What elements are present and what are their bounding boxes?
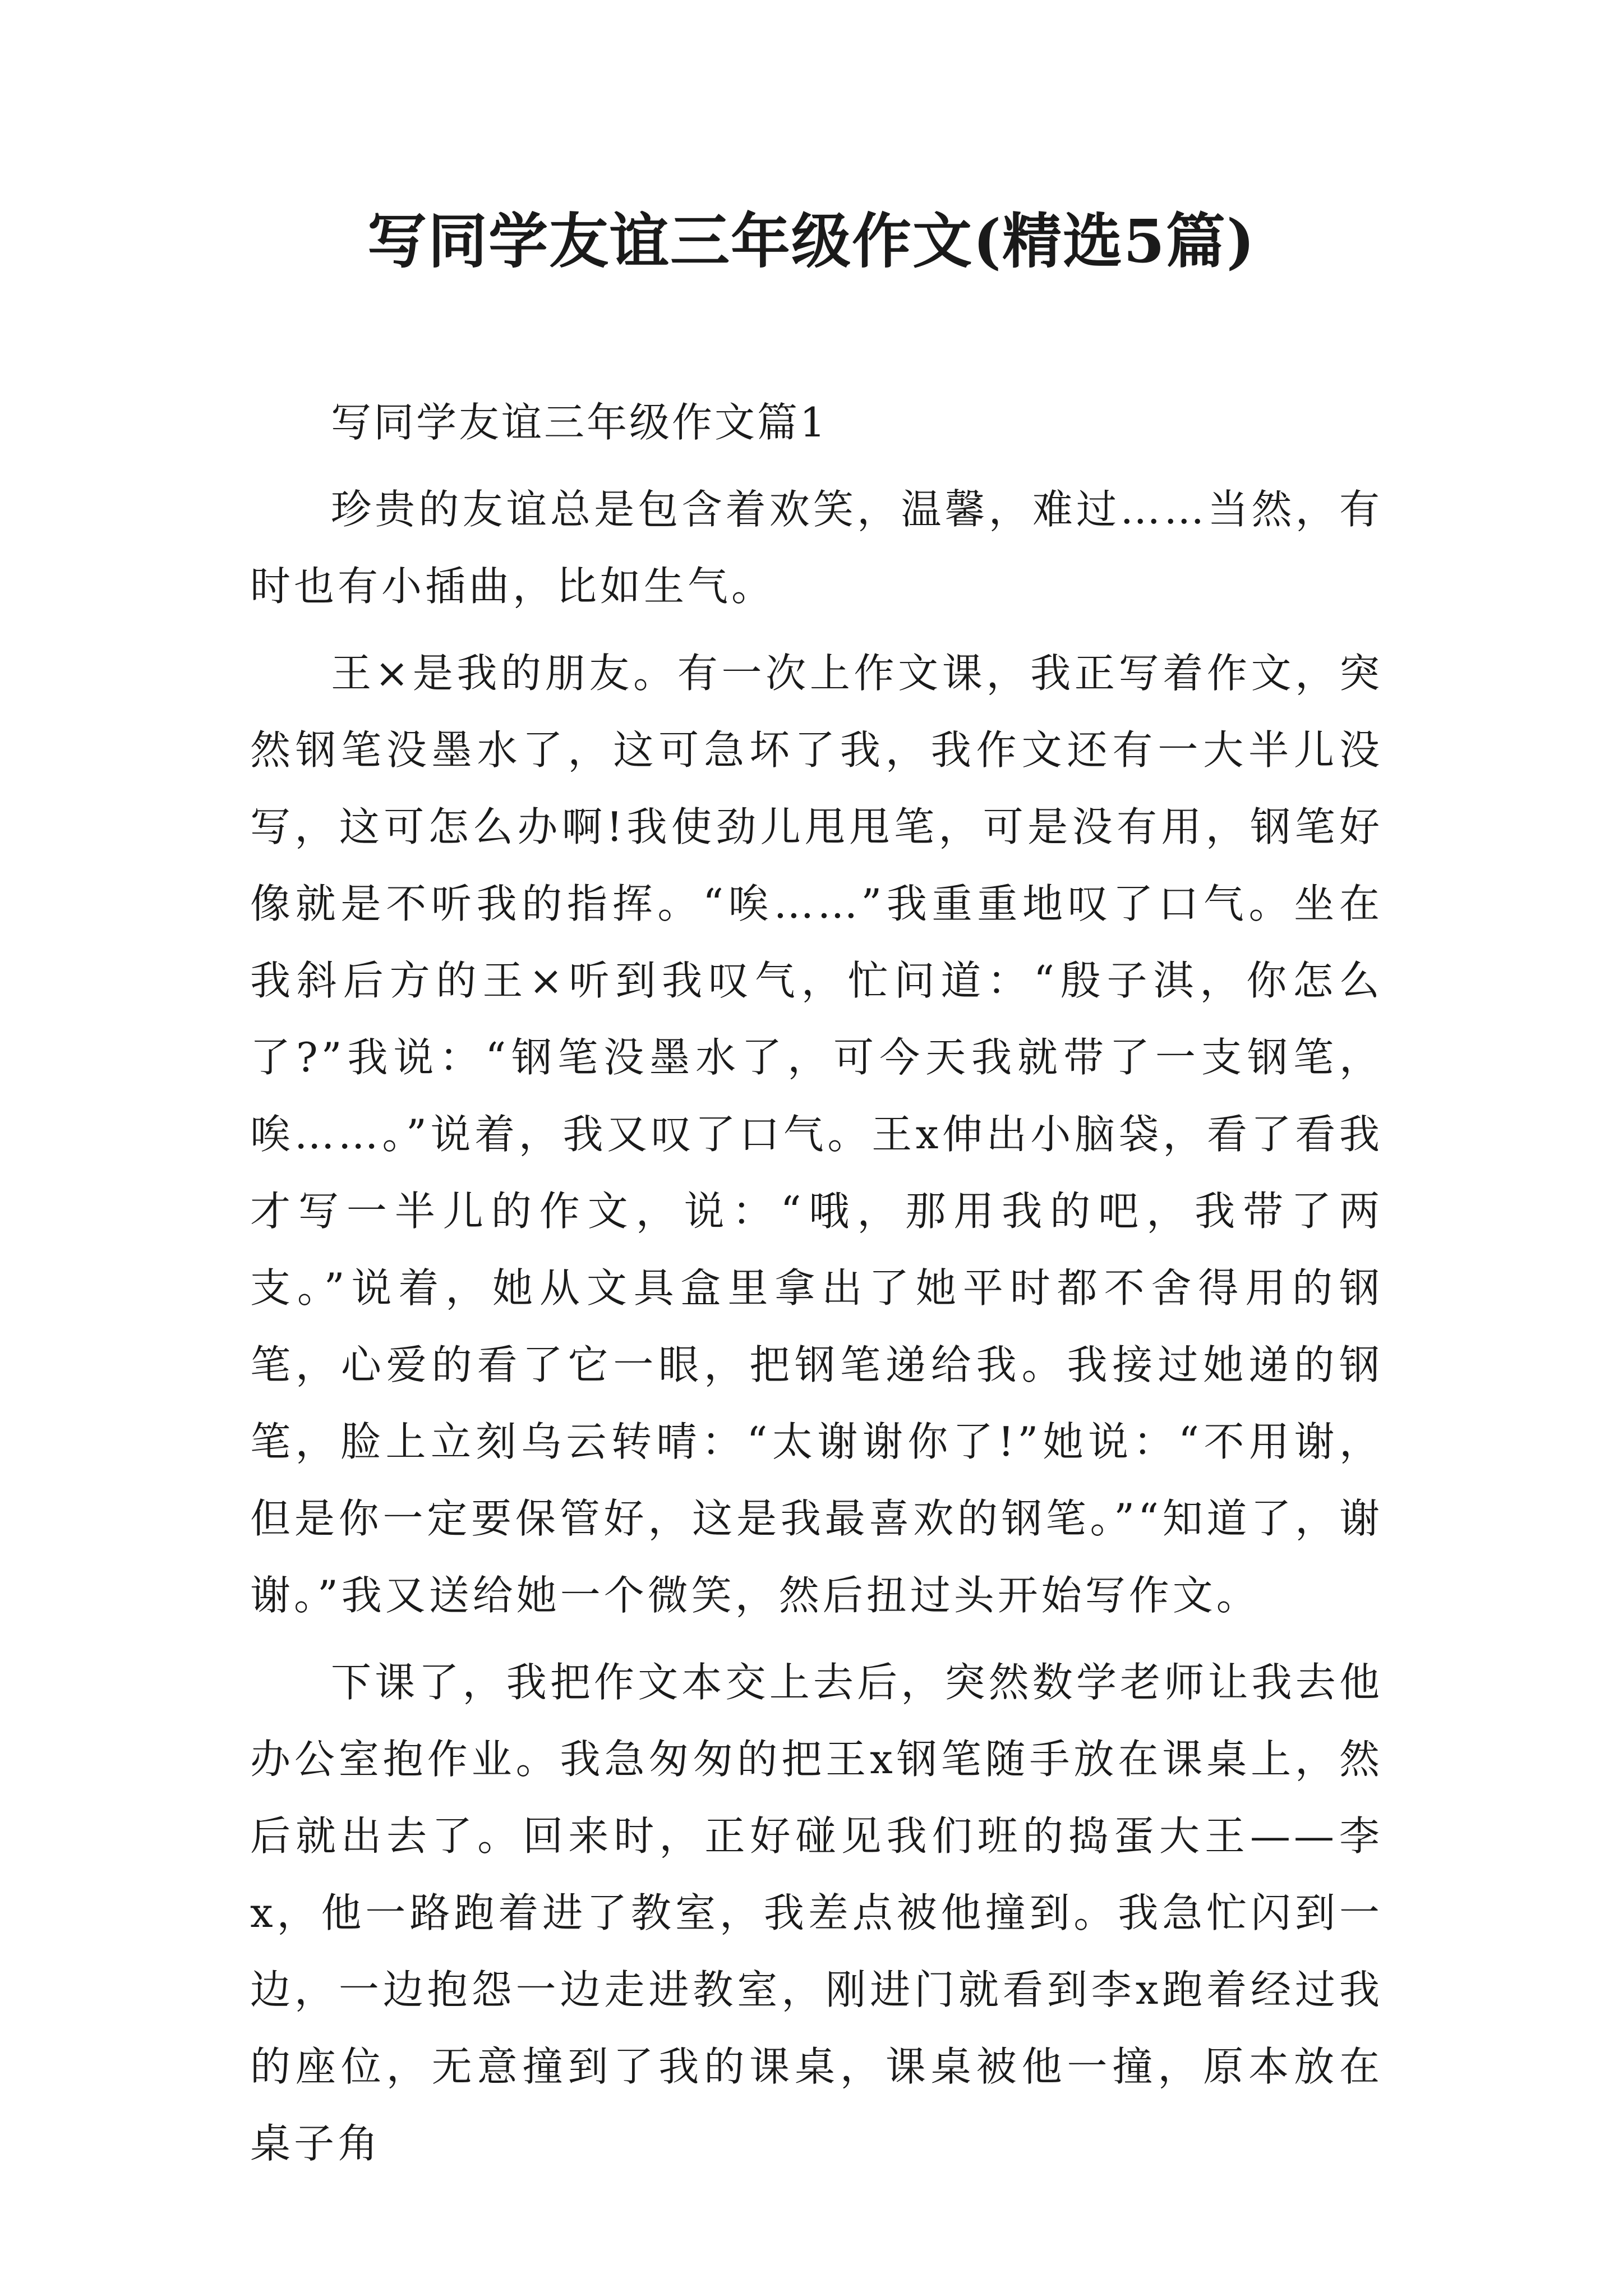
document-body [250, 384, 1383, 2182]
paragraph-3: 下课了，我把作文本交上去后，突然数学老师让我去他办公室抱作业。我急匆匆的把王x钢笔随手放在课桌上，然后就出去了。回来时，正好碰见我们班的捣蛋大王——李x，他一路跑着进了教室，我差点被他撞到。我急忙闪到一边，一边抱怨一边走进教室，刚进门就看到李x跑着经过我的座位，无意撞到了我的课桌，课桌被他一撞，原本放在桌子角 [250, 1659, 1383, 2167]
paragraph-1: 珍贵的友谊总是包含着欢笑，温馨，难过……当然，有时也有小插曲，比如生气。 [250, 486, 1383, 610]
document-title: 写同学友谊三年级作文(精选5篇) [367, 206, 1256, 276]
paragraph-2: 王×是我的朋友。有一次上作文课，我正写着作文，突然钢笔没墨水了，这可急坏了我，我作文还有一大半儿没写，这可怎么办啊!我使劲儿甩甩笔，可是没有用，钢笔好像就是不听我的指挥。“唉……”我重重地叹了口气。坐在我斜后方的王×听到我叹气，忙问道：“殷子淇，你怎么了?”我说：“钢笔没墨水了，可今天我就带了一支钢笔，唉……。”说着，我又叹了口气。王x伸出小脑袋，看了看我才写一半儿的作文，说：“哦，那用我的吧，我带了两支。”说着，她从文具盒里拿出了她平时都不舍得用的钢笔，心爱的看了它一眼，把钢笔递给我。我接过她递的钢笔，脸上立刻乌云转晴：“太谢谢你了!”她说：“不用谢，但是你一定要保管好，这是我最喜欢的钢笔。”“知道了，谢谢。”我又送给她一个微笑，然后扭过头开始写作文。 [250, 650, 1383, 1619]
section-heading: 写同学友谊三年级作文篇1 [331, 399, 828, 446]
